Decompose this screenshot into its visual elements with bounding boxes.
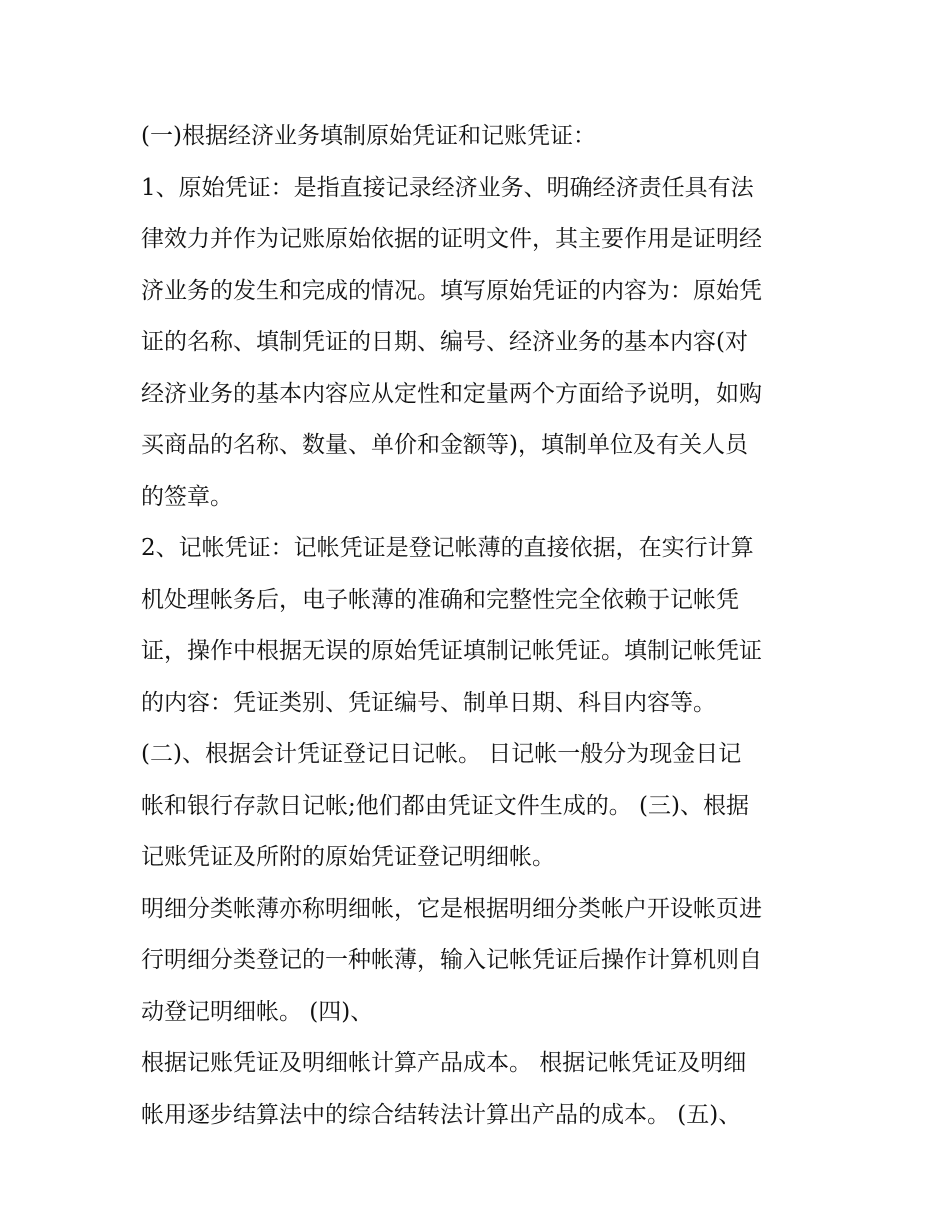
text-line: 证的名称、填制凭证的日期、编号、经济业务的基本内容(对 [141, 329, 748, 355]
text-line: 的内容：凭证类别、凭证编号、制单日期、科目内容等。 [141, 689, 716, 716]
text-line: 记账凭证及所附的原始凭证登记明细帐。 [141, 844, 555, 870]
text-line: 的签章。 [141, 483, 233, 510]
text-line: 买商品的名称、数量、单价和金额等)，填制单位及有关人员 [141, 432, 748, 458]
text-line: 1、原始凭证：是指直接记录经济业务、明确经济责任具有法 [141, 174, 754, 201]
text-line: 济业务的发生和完成的情况。填写原始凭证的内容为：原始凭 [141, 277, 762, 304]
document-body [141, 111, 821, 1141]
text-line: 机处理帐务后，电子帐薄的准确和完整性完全依赖于记帐凭 [141, 586, 739, 613]
text-line: 律效力并作为记账原始依据的证明文件，其主要作用是证明经 [141, 226, 762, 252]
text-line: 根据记账凭证及明细帐计算产品成本。 根据记帐凭证及明细 [141, 1050, 747, 1076]
text-line: 2、记帐凭证：记帐凭证是登记帐薄的直接依据，在实行计算 [141, 535, 754, 561]
text-line: 帐和银行存款日记帐;他们都由凭证文件生成的。 (三)、根据 [141, 792, 750, 819]
text-line: 经济业务的基本内容应从定性和定量两个方面给予说明，如购 [141, 380, 762, 407]
text-line: 动登记明细帐。 (四)、 [141, 998, 374, 1025]
text-line: 帐用逐步结算法中的综合结转法计算出产品的成本。 (五)、 [141, 1101, 742, 1128]
text-line: 行明细分类登记的一种帐薄，输入记帐凭证后操作计算机则自 [141, 947, 762, 973]
text-line: 证，操作中根据无误的原始凭证填制记帐凭证。填制记帐凭证 [141, 638, 762, 664]
text-line: (一)根据经济业务填制原始凭证和记账凭证： [141, 123, 596, 149]
text-line: 明细分类帐薄亦称明细帐，它是根据明细分类帐户开设帐页进 [141, 895, 762, 922]
text-line: (二)、根据会计凭证登记日记帐。 日记帐一般分为现金日记 [141, 741, 742, 767]
